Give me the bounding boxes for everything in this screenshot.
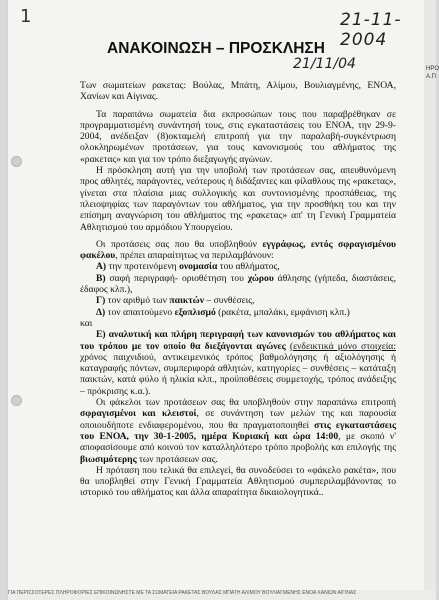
- punch-hole: [11, 156, 22, 167]
- paragraph-3: Οι προτάσεις σας που θα υποβληθούν εγγράφως, εντός σφραγισμένου φακέλου, πρέπει απαραίτητως να περιλαμβάνουν:: [80, 238, 396, 262]
- paragraph-2: Η πρόσκληση αυτή για την υποβολή των προτάσεων σας, απευθυνόμενη προς αθλητές, παράγοντες, νεότερους ή διδάξαντες και φίλαθλους της «ρακετας», γίνεται στα πλαίσια μιας συλλογικής και συντονισμένης προσπάθειας, της πλειοψηφίας των παραγόντων του αθλήματος, για την προσθήκη του και την επίσημη αναγνώριση του αθλήματος της «ρακετας» απ' τη Γενική Γραμματεία Αθλητισμού του αρμόδιου Υπουργείου.: [80, 165, 396, 233]
- punch-hole: [11, 395, 22, 406]
- item-a: Α) την προτεινόμενη ονομασία του αθλήματος,: [96, 261, 280, 273]
- intro-paragraph: Των σωματείων ρακετας: Βούλας, Μπάτη, Αλίμου, Βουλιαγμένης, ΕΝΟΑ, Χανίων και Αίγινας.: [80, 80, 396, 103]
- item-b: Β) σαφή περιγραφή- οριοθέτηση του χώρου άθλησης (γήπεδα, διαστάσεις, έδαφος κλπ.),: [80, 272, 396, 296]
- item-and: και: [80, 317, 93, 329]
- item-c: Γ) τον αριθμό των παικτών – συνθέσεις,: [96, 295, 255, 307]
- document-title: ΑΝΑΚΟΙΝΩΣΗ – ΠΡΟΣΚΛΗΣΗ: [107, 40, 325, 57]
- paragraph-5: Η πρόταση που τελικά θα επιλεγεί, θα συνοδεύσει το «φάκελο ρακέτα», που θα υποβληθεί στην Γενική Γραμματεία Αθλητισμού συμπεριλαμβάνοντας το ιστορικό του αθλήματος και άλλα απαραίτητα δικαιολογητικά..: [80, 464, 396, 499]
- bottom-page-edge: ΓΙΑ ΠΕΡΙΣΣΟΤΕΡΕΣ ΠΛΗΡΟΦΟΡΙΕΣ ΕΠΙΚΟΙΝΩΝΗΣΤΕ ΜΕ ΤΑ ΣΩΜΑΤΕΙΑ ΡΑΚΕΤΑΣ ΒΟΥΛΑΣ ΜΠΑΤΗ ΑΛΙΜΟΥ ΒΟΥΛΙΑΓΜΕΝΗΣ ΕΝΟΑ ΧΑΝΙΩΝ ΑΙΓΙΝΑΣ: [8, 590, 436, 600]
- handwritten-date: 21/11/04: [293, 56, 356, 72]
- adjacent-page-edge: [424, 0, 436, 600]
- handwritten-date-top: 21-11-2004: [340, 10, 402, 50]
- margin-mark: 1: [20, 6, 32, 27]
- document-body: [80, 70, 396, 499]
- item-e: Ε) αναλυτική και πλήρη περιγραφή των κανονισμών του αθλήματος και του τρόπου με τον οποίο θα διεξάγονται αγώνες (ενδεικτικά μόνο στοιχεία: χρόνος παιχνιδιού, αντικειμενικός τρόπος βαθμολόγησης ή αξιολόγησης ή καταγραφής πόντων, συμπεριφορά αθλητών, κατηγορίες – συνθέσεις – κατάταξη παικτών, κατά φύλο ή ηλικία κλπ., προϋποθέσεις συμμετοχής, τρόπος ανάδειξης – πρόκρισης κ.α.).: [80, 329, 396, 397]
- adjacent-page-text: ΗΡΟ: [426, 66, 439, 72]
- paragraph-1: Τα παραπάνω σωματεία δια εκπροσώπων τους που παραβρέθηκαν σε προγραμματισμένη συνάντησή τους, στις εγκαταστάσεις του ΕΝΟΑ, την 29-9-2004, ανέδειξαν (8)οκταμελή επιτροπή για την παραλαβή-συγκέντρωση ολοκληρωμένων προτάσεων, για τους κανονισμούς του αθλήματος της «ρακετας» και για τον τρόπο διεξαγωγής αγώνων.: [80, 108, 396, 165]
- paragraph-4: Οι φάκελοι των προτάσεων σας θα υποβληθούν στην παραπάνω επιτροπή σφραγισμένοι και κλειστοί, σε συνάντηση των μελών της και παρουσία οποιουδήποτε ενδιαφερομένου, που θα πραγματοποιηθεί στις εγκαταστάσεις του ΕΝΟΑ, την 30-1-2005, ημέρα Κυριακή και ώρα 14:00, με σκοπό ν' αποφασίσουμε από κοινού τον καταλληλότερο τρόπο προβολής και επιλογής της βιωσιμότερης των προτάσεων σας.: [80, 397, 397, 465]
- item-d: Δ) τον απαιτούμενο εξοπλισμό (ρακέτα, μπαλάκι, εμφάνιση κλπ.): [96, 306, 350, 318]
- adjacent-page-text: Α.Π: [426, 74, 437, 80]
- document-page: [8, 0, 424, 600]
